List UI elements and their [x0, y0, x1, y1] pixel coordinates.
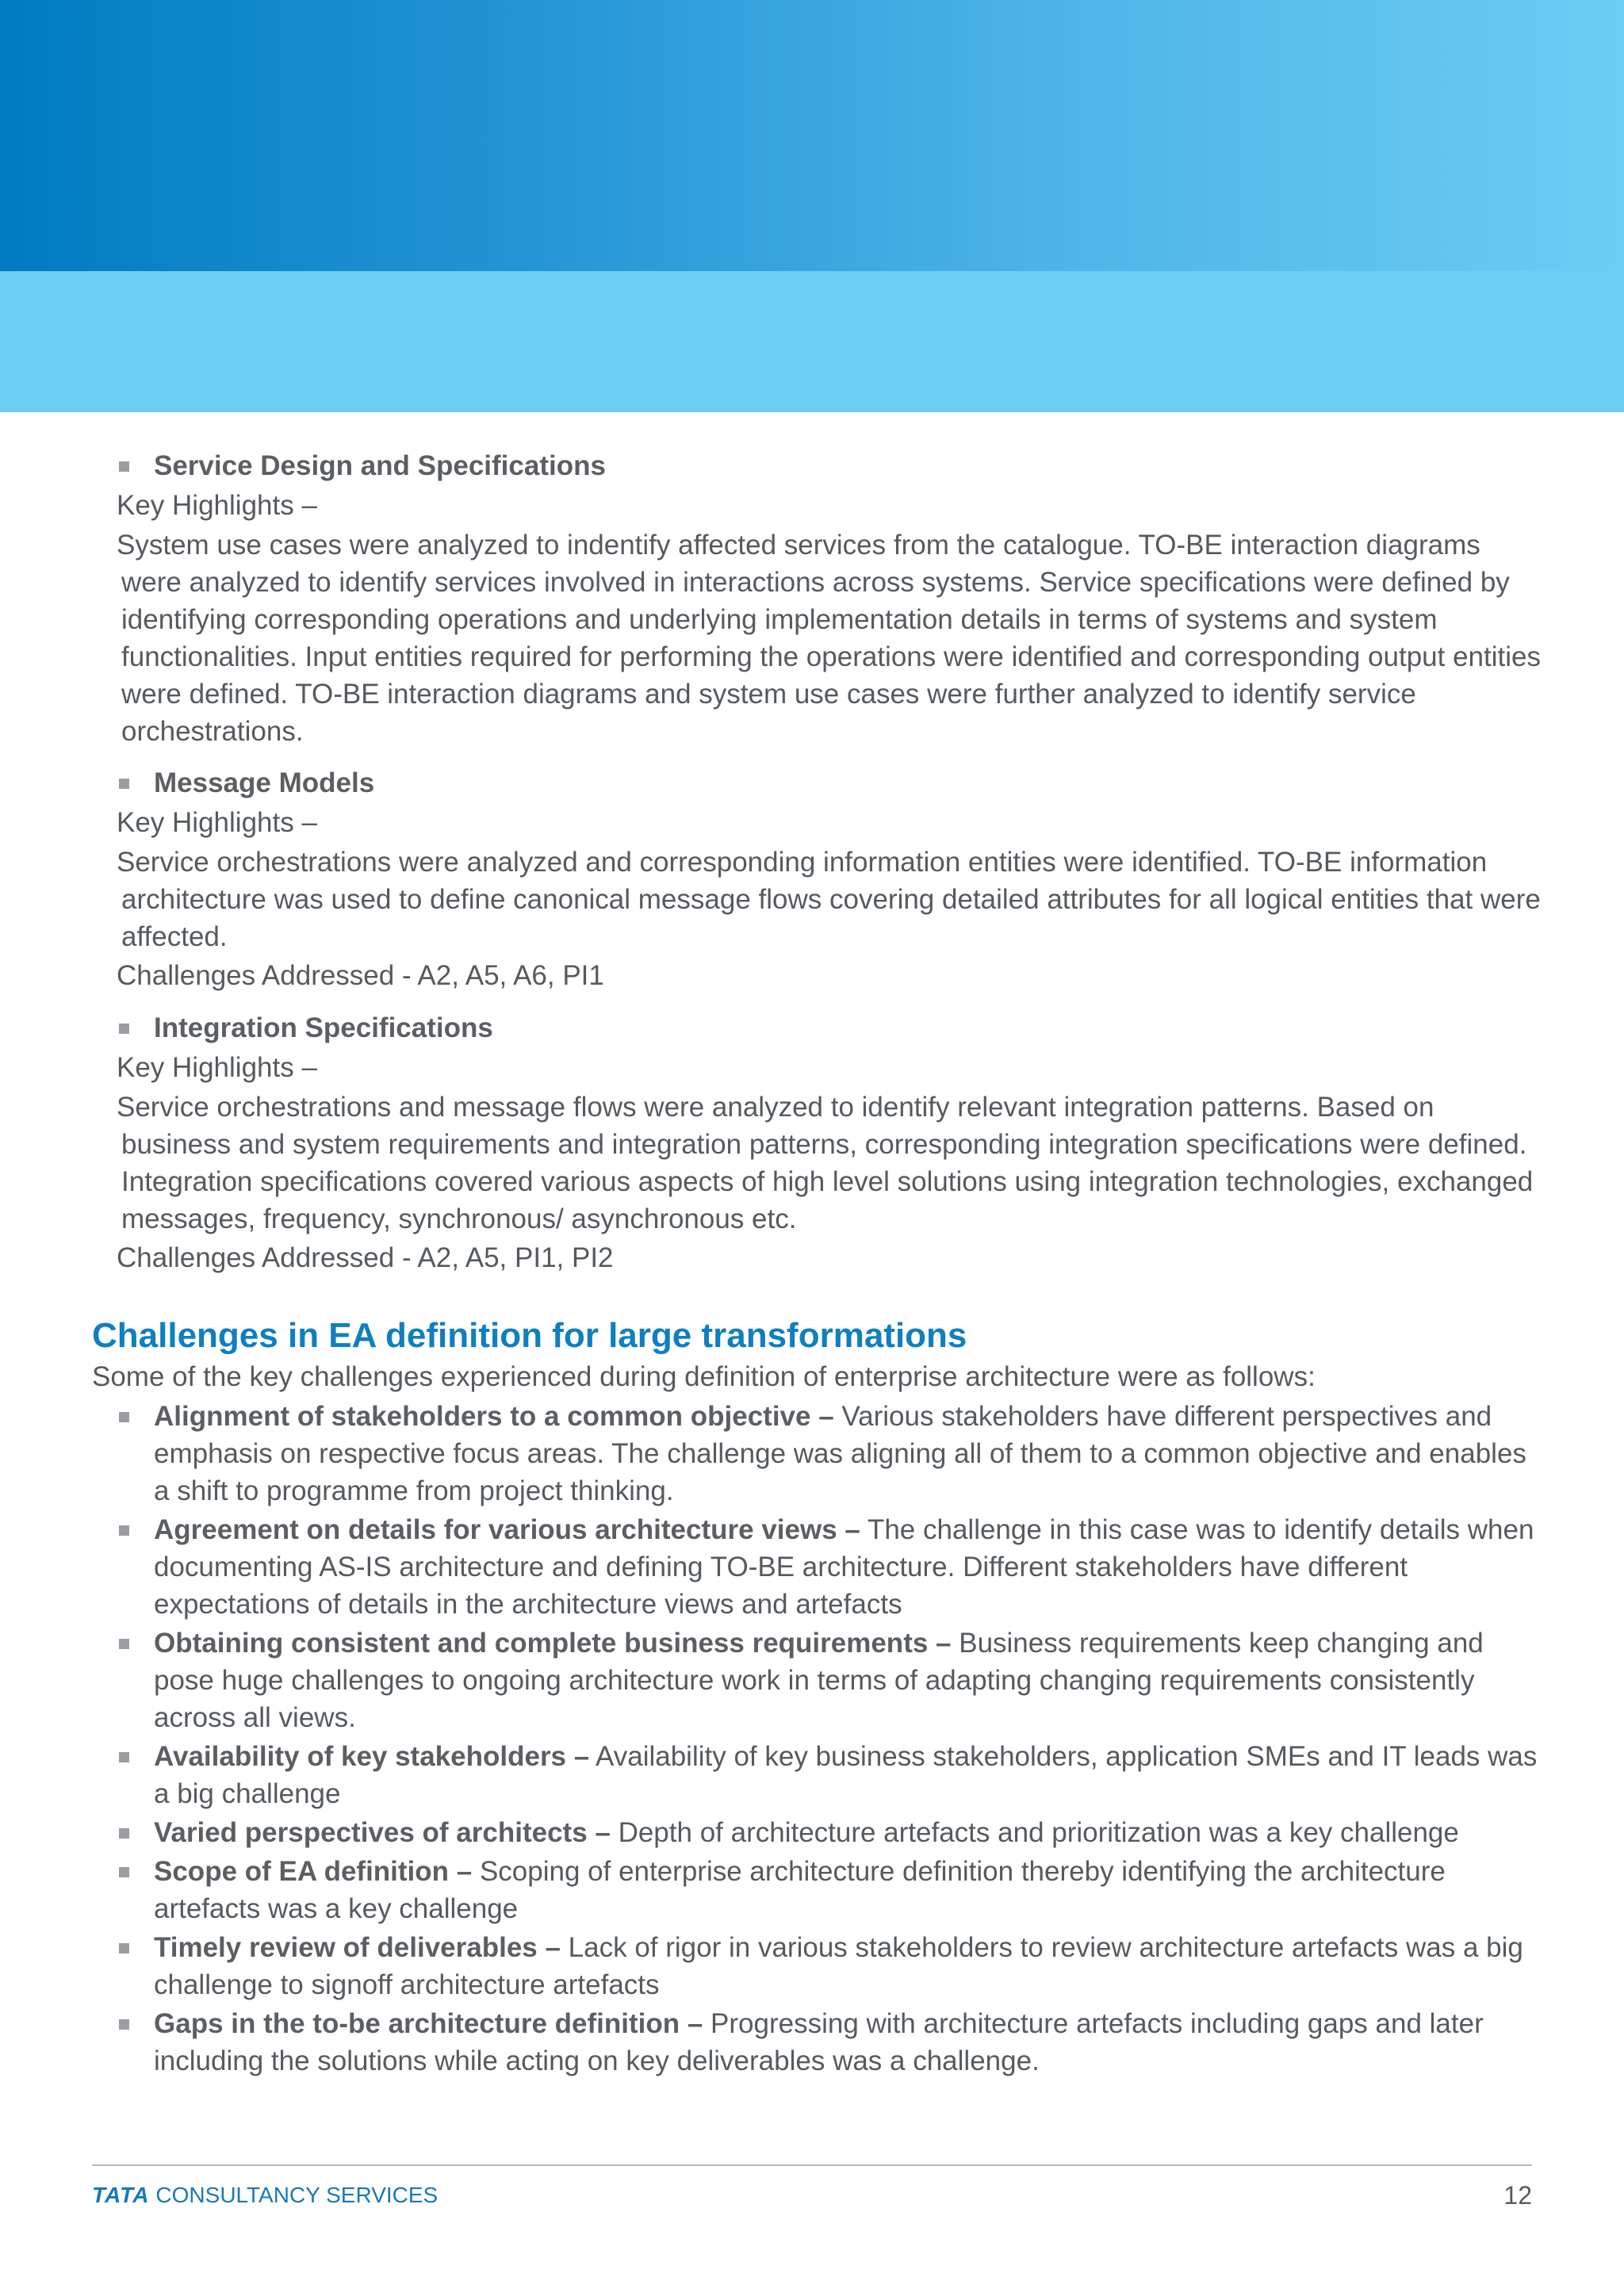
section-message-models [92, 764, 1543, 995]
section-heading [92, 447, 1543, 485]
section-body: Service orchestrations were analyzed and corresponding information entities were identified. TO-BE information architecture was used to define canonical message flows covering detailed attributes for all logical entities that were affected. [117, 847, 1541, 952]
square-bullet-icon [119, 1024, 129, 1034]
section-integration-specs [92, 1009, 1543, 1277]
page-number: 12 [1503, 2181, 1532, 2210]
square-bullet-icon [119, 1412, 129, 1422]
challenge-item [92, 1929, 1543, 2003]
key-highlights-label: Key Highlights – [117, 807, 317, 838]
challenge-item [92, 1511, 1543, 1623]
challenge-item [92, 1398, 1543, 1510]
square-bullet-icon [119, 1943, 129, 1954]
challenge-text: Scoping of enterprise architecture definition thereby identifying the architecture artefacts was a key challenge [154, 1856, 1446, 1924]
square-bullet-icon [119, 461, 129, 472]
challenge-title: Availability of key stakeholders – [154, 1741, 590, 1772]
section-heading [92, 764, 1543, 802]
challenges-addressed: Challenges Addressed - A2, A5, PI1, PI2 [117, 1242, 614, 1273]
header-banner [0, 0, 1624, 412]
challenges-heading: Challenges in EA definition for large transformations [92, 1316, 967, 1355]
section-service-design [92, 447, 1543, 750]
challenge-text: Business requirements keep changing and pose huge challenges to ongoing architecture work in terms of adapting changing requirements consistently across all views. [154, 1628, 1484, 1733]
challenge-text: Depth of architecture artefacts and prioritization was a key challenge [610, 1817, 1459, 1848]
square-bullet-icon [119, 1828, 129, 1839]
tata-wordmark: TATA [92, 2183, 150, 2207]
section-title: Integration Specifications [154, 1012, 493, 1043]
section-heading [92, 1009, 1543, 1047]
challenge-text: Various stakeholders have different perspectives and emphasis on respective focus areas. The challenge was aligning all of them to a common objective and enables a shift to programme from project thinking. [154, 1401, 1526, 1506]
challenge-text: The challenge in this case was to identify details when documenting AS-IS architecture and defining TO-BE architecture. Different stakeholders have different expectations of details in the architecture views and artefacts [154, 1514, 1534, 1620]
square-bullet-icon [119, 1867, 129, 1877]
square-bullet-icon [119, 1525, 129, 1536]
footer-divider [92, 2164, 1532, 2166]
key-highlights-label: Key Highlights – [117, 1052, 317, 1083]
square-bullet-icon [119, 779, 129, 789]
page-content [92, 447, 1543, 2081]
square-bullet-icon [119, 1639, 129, 1649]
logo-text: CONSULTANCY SERVICES [155, 2183, 439, 2207]
challenge-title: Scope of EA definition – [154, 1856, 473, 1887]
challenge-text: Availability of key business stakeholders, application SMEs and IT leads was a big challenge [154, 1741, 1538, 1809]
challenges-list [92, 1398, 1543, 2080]
tcs-logo [92, 2182, 438, 2209]
square-bullet-icon [119, 2019, 129, 2030]
section-body: System use cases were analyzed to indentify affected services from the catalogue. TO-BE interaction diagrams were analyzed to identify services involved in interactions across systems. Service specifications were defined by identifying corresponding operations and underlying implementation details in terms of systems and system functionalities. Input entities required for performing the operations were identified and corresponding output entities were defined. TO-BE interaction diagrams and system use cases were further analyzed to identify service orchestrations. [117, 530, 1541, 747]
challenge-title: Varied perspectives of architects – [154, 1817, 611, 1848]
challenge-item [92, 1853, 1543, 1927]
challenges-intro: Some of the key challenges experienced during definition of enterprise architecture were as follows: [92, 1361, 1316, 1392]
challenge-title: Obtaining consistent and complete business requirements – [154, 1628, 952, 1659]
challenge-item [92, 1738, 1543, 1812]
challenge-title: Alignment of stakeholders to a common objective – [154, 1401, 834, 1432]
challenges-addressed: Challenges Addressed - A2, A5, A6, PI1 [117, 960, 604, 991]
challenge-title: Timely review of deliverables – [154, 1932, 561, 1963]
square-bullet-icon [119, 1752, 129, 1762]
challenge-title: Agreement on details for various architecture views – [154, 1514, 860, 1545]
challenge-title: Gaps in the to-be architecture definition – [154, 2008, 703, 2039]
section-body: Service orchestrations and message flows were analyzed to identify relevant integration patterns. Based on business and system requirements and integration patterns, corresponding integration specifications were defined. Integration specifications covered various aspects of high level solutions using integration technologies, exchanged messages, frequency, synchronous/ asynchronous etc. [117, 1092, 1534, 1234]
challenge-item [92, 1624, 1543, 1736]
section-title: Message Models [154, 767, 375, 798]
challenge-item [92, 1814, 1543, 1851]
challenge-text: Progressing with architecture artefacts including gaps and later including the solutions while acting on key deliverables was a challenge. [154, 2008, 1484, 2076]
challenge-text: Lack of rigor in various stakeholders to review architecture artefacts was a big challenge to signoff architecture artefacts [154, 1932, 1523, 2000]
section-title: Service Design and Specifications [154, 450, 606, 481]
header-banner-gradient [0, 0, 1624, 271]
challenge-item [92, 2005, 1543, 2080]
key-highlights-label: Key Highlights – [117, 490, 317, 521]
